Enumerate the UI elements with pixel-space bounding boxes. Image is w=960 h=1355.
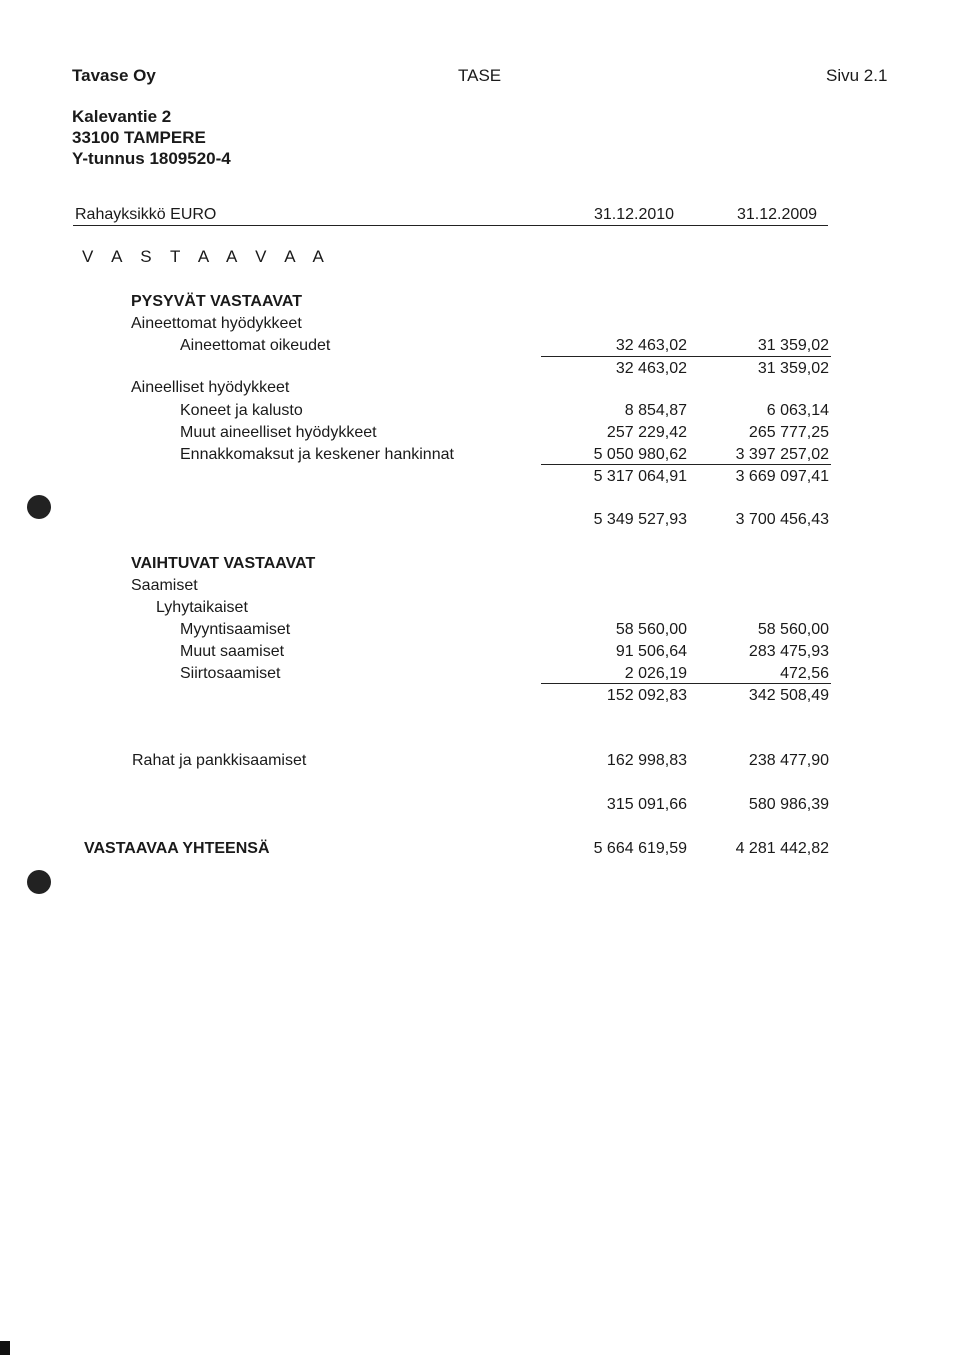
tangible-subtotal-2010: 5 317 064,91: [593, 468, 687, 485]
current-assets-title: VAIHTUVAT VASTAAVAT: [131, 555, 316, 572]
tangible-row-label: Koneet ja kalusto: [180, 402, 303, 419]
intangible-subtotal-rule: [541, 356, 831, 357]
tangible-row-2009: 3 397 257,02: [735, 446, 829, 463]
grand-total-label: VASTAAVAA YHTEENSÄ: [84, 840, 270, 857]
currency-label: Rahayksikkö EURO: [75, 206, 217, 223]
company-name: Tavase Oy: [72, 66, 156, 85]
receivables-label: Saamiset: [131, 577, 198, 594]
page-number: Sivu 2.1: [826, 66, 888, 85]
tangible-row-2010: 8 854,87: [624, 402, 687, 419]
receivable-row-label: Muut saamiset: [180, 643, 285, 660]
receivable-row-label: Myyntisaamiset: [180, 621, 291, 638]
receivables-subtotal-2010: 152 092,83: [606, 687, 687, 704]
current-assets-total-2010: 315 091,66: [606, 796, 687, 813]
intangible-subtotal-2010: 32 463,02: [615, 360, 687, 377]
punch-hole: [27, 495, 51, 519]
header-underline: [73, 225, 828, 226]
cash-2010: 162 998,83: [606, 752, 687, 769]
intangible-subtotal-2009: 31 359,02: [757, 360, 829, 377]
intangible-rights-2009: 31 359,02: [757, 337, 829, 354]
section-title: V A S T A A V A A: [82, 247, 331, 266]
tangible-row-2010: 5 050 980,62: [593, 446, 687, 463]
intangible-rights-2010: 32 463,02: [615, 337, 687, 354]
tangible-subtotal-2009: 3 669 097,41: [735, 468, 829, 485]
fixed-assets-total-2009: 3 700 456,43: [735, 511, 829, 528]
date-previous: 31.12.2009: [737, 206, 818, 223]
receivables-subtotal-rule: [541, 683, 831, 684]
receivable-row-2009: 472,56: [780, 665, 829, 682]
grand-total-2009: 4 281 442,82: [735, 840, 829, 857]
tangible-row-2010: 257 229,42: [606, 424, 687, 441]
grand-total-2010: 5 664 619,59: [593, 840, 687, 857]
business-id: Y-tunnus 1809520-4: [72, 149, 231, 168]
receivables-subtotal-2009: 342 508,49: [748, 687, 829, 704]
cash-2009: 238 477,90: [748, 752, 829, 769]
receivable-row-2009: 58 560,00: [757, 621, 829, 638]
tangible-row-label: Ennakkomaksut ja keskener hankinnat: [180, 446, 454, 463]
fixed-assets-title: PYSYVÄT VASTAAVAT: [131, 293, 302, 310]
address-street: Kalevantie 2: [72, 107, 172, 126]
intangible-label: Aineettomat hyödykkeet: [131, 315, 302, 332]
receivable-row-2010: 91 506,64: [615, 643, 687, 660]
address-city: 33100 TAMPERE: [72, 128, 206, 147]
short-term-label: Lyhytaikaiset: [156, 599, 248, 616]
intangible-rights-label: Aineettomat oikeudet: [180, 337, 331, 354]
receivable-row-2009: 283 475,93: [748, 643, 829, 660]
tangible-label: Aineelliset hyödykkeet: [131, 379, 290, 396]
tangible-row-2009: 265 777,25: [748, 424, 829, 441]
scan-corner-mark: [0, 1341, 10, 1355]
current-assets-total-2009: 580 986,39: [748, 796, 829, 813]
receivable-row-2010: 58 560,00: [615, 621, 687, 638]
receivable-row-label: Siirtosaamiset: [180, 665, 281, 682]
tangible-row-2009: 6 063,14: [766, 402, 829, 419]
document-title: TASE: [458, 66, 502, 85]
cash-label: Rahat ja pankkisaamiset: [132, 752, 307, 769]
tangible-subtotal-rule: [541, 464, 831, 465]
tangible-row-label: Muut aineelliset hyödykkeet: [180, 424, 377, 441]
date-current: 31.12.2010: [594, 206, 675, 223]
punch-hole: [27, 870, 51, 894]
receivable-row-2010: 2 026,19: [624, 665, 687, 682]
fixed-assets-total-2010: 5 349 527,93: [593, 511, 687, 528]
